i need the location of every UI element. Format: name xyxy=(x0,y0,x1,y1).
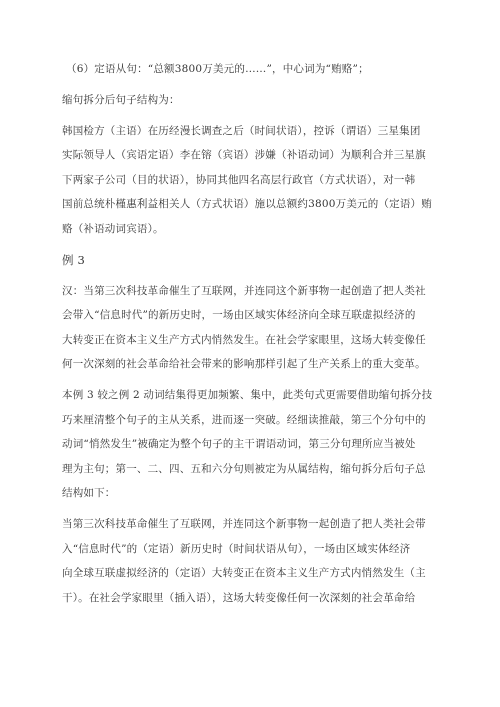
paragraph-line: 赂（补语动词宾语）。 xyxy=(62,223,164,235)
paragraph-line: 何一次深刻的社会革命给社会带来的影响那样引起了生产关系上的重大变革。 xyxy=(62,358,426,370)
paragraph-line: 汉：当第三次科技革命催生了互联网，并连同这个新事物一起创造了把人类社 xyxy=(62,285,426,297)
clause-6-heading: （6）定语从句：“总额3800万美元的……”，中心词为“贿赂”； xyxy=(66,63,369,75)
structure-intro: 缩句拆分后句子结构为： xyxy=(62,94,180,106)
paragraph-line: 会带入“信息时代”的新历史时，一场由区域实体经济向全球互联虚拟经济的 xyxy=(62,309,416,321)
paragraph-line: 理为主句；第一、二、四、五和六分句则被定为从属结构，缩句拆分后句子总 xyxy=(62,463,426,475)
paragraph-line: 入“信息时代”的（定语）新历史时（时间状语从句），一场由区域实体经济 xyxy=(62,543,411,555)
paragraph-line: 实际领导人（宾语定语）李在镕（宾语）涉嫌（补语动词）为顺利合并三星旗 xyxy=(62,149,426,161)
paragraph-line: 本例 3 较之例 2 动词结集得更加频繁、集中，此类句式更需要借助缩句拆分技 xyxy=(62,389,433,401)
paragraph-line: 巧来厘清整个句子的主从关系，进而逐一突破。经细读推敲，第三个分句中的 xyxy=(62,414,426,426)
paragraph-line: 下两家子公司（目的状语），协同其他四名高层行政官（方式状语），对一韩 xyxy=(62,174,416,186)
paragraph-line: 干）。在社会学家眼里（插入语），这场大转变像任何一次深刻的社会革命给 xyxy=(62,592,416,604)
paragraph-line: 结构如下： xyxy=(62,487,116,499)
paragraph-line: 国前总统朴槿惠利益相关人（方式状语）施以总额约3800万美元的（定语）贿 xyxy=(62,198,432,210)
paragraph-line: 动词“悄然发生”被确定为整个句子的主干谓语动词，第三分句理所应当被处 xyxy=(62,438,416,450)
paragraph-line: 大转变正在资本主义生产方式内悄然发生。在社会学家眼里，这场大转变像任 xyxy=(62,334,426,346)
example-heading: 例 3 xyxy=(62,253,86,267)
paragraph-line: 向全球互联虚拟经济的（定语）大转变正在资本主义生产方式内悄然发生（主 xyxy=(62,567,426,579)
paragraph-line: 当第三次科技革命催生了互联网，并连同这个新事物一起创造了把人类社会带 xyxy=(62,518,426,530)
paragraph-line: 韩国检方（主语）在历经漫长调查之后（时间状语），控诉（谓语）三星集团 xyxy=(62,125,421,137)
